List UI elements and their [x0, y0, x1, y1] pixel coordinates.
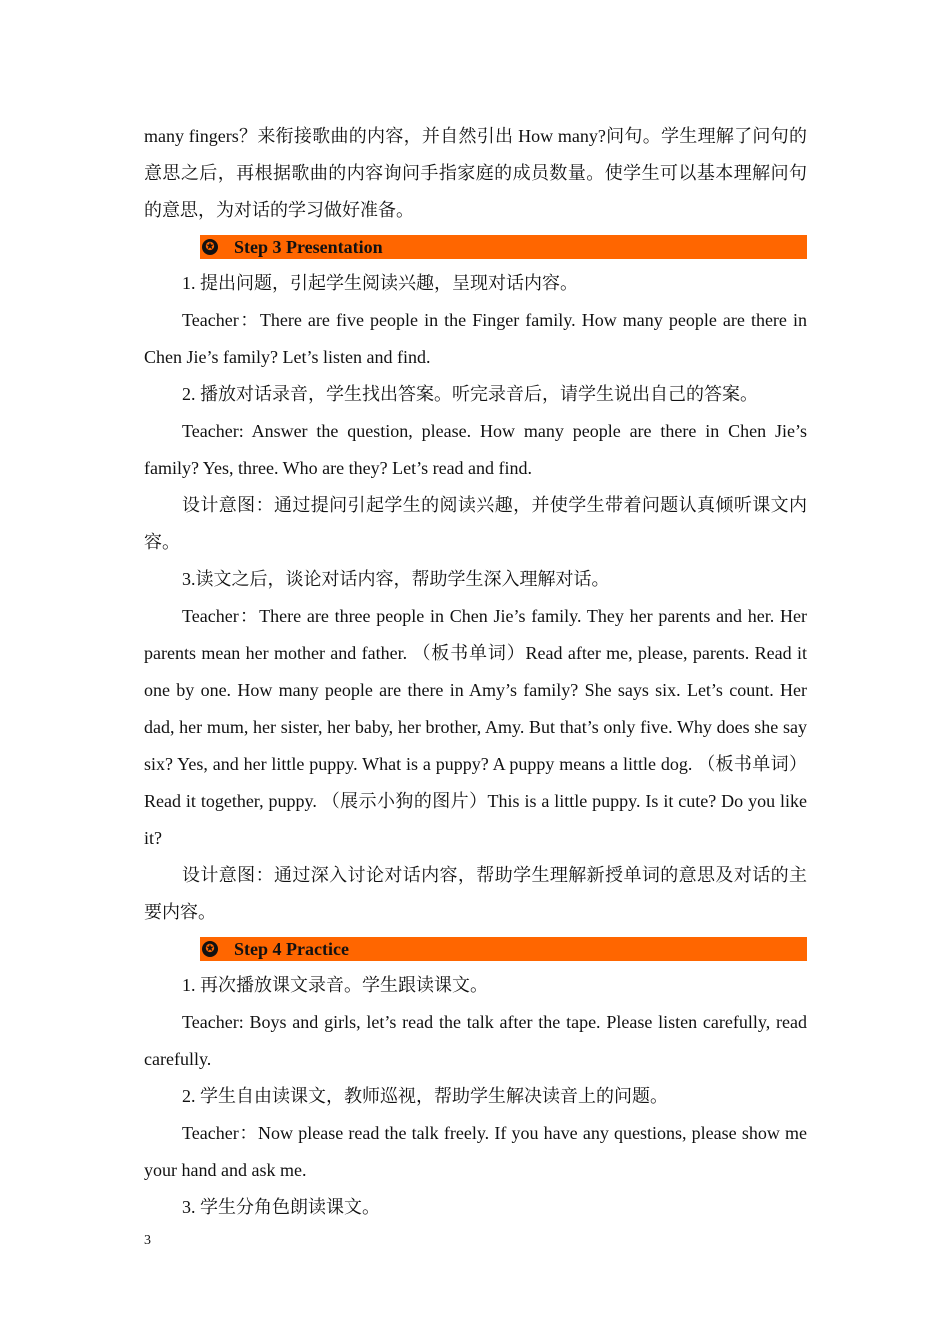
step3-teacher-1: Teacher：There are five people in the Finger family. How many people are there in Chen Jie’s family? Let’s listen and find.: [144, 310, 807, 367]
step4-teacher-2: Teacher：Now please read the talk freely. If you have any questions, please show me your hand and ask me.: [144, 1123, 807, 1180]
step4-item-2: 2. 学生自由读课文，教师巡视，帮助学生解决读音上的问题。: [182, 1086, 668, 1106]
page-number: 3: [144, 1233, 151, 1248]
step4-item-1: 1. 再次播放课文录音。学生跟读课文。: [182, 975, 488, 995]
intro-paragraph: many fingers？来衔接歌曲的内容，并自然引出 How many?问句。学生理解了问句的意思之后，再根据歌曲的内容询问手指家庭的成员数量。使学生可以基本理解问句的意思，为对话的学习做好准备。: [144, 126, 807, 220]
step3-item-2: 2. 播放对话录音，学生找出答案。听完录音后，请学生说出自己的答案。: [182, 384, 758, 404]
step3-heading-text: Step 3 Presentation: [234, 237, 383, 257]
step3-heading: [200, 229, 807, 265]
step3-teacher-3: Teacher：There are three people in Chen Jie’s family. They her parents and her. Her parents mean her mother and father. （板书单词）Read after me, please, parents. Read it one by one. How many people are there in Amy’s family? She says six. Let’s count. Her dad, her mum, her sister, her baby, her brother, Amy. But that’s only five. Why does she say six? Yes, and her little puppy. What is a puppy? A puppy means a little dog. （板书单词）Read it together, puppy. （展示小狗的图片）This is a little puppy. Is it cute? Do you like it?: [144, 606, 807, 848]
step3-item-1: 1. 提出问题，引起学生阅读兴趣，呈现对话内容。: [182, 273, 578, 293]
step3-heading-bar: [200, 235, 807, 259]
step3-design-intent-2: 设计意图：通过深入讨论对话内容，帮助学生理解新授单词的意思及对话的主要内容。: [144, 865, 807, 922]
star-circle-icon: ✪: [202, 941, 218, 957]
step3-teacher-2: Teacher: Answer the question, please. How many people are there in Chen Jie’s family? Yes, three. Who are they? Let’s read and find.: [144, 421, 807, 478]
step3-item-3: 3.读文之后，谈论对话内容，帮助学生深入理解对话。: [182, 569, 610, 589]
step3-design-intent-1: 设计意图：通过提问引起学生的阅读兴趣，并使学生带着问题认真倾听课文内容。: [144, 495, 807, 552]
step4-heading-text: Step 4 Practice: [234, 939, 349, 959]
step4-item-3: 3. 学生分角色朗读课文。: [182, 1197, 380, 1217]
step4-heading: [200, 931, 807, 967]
step4-teacher-1: Teacher: Boys and girls, let’s read the talk after the tape. Please listen carefully, read carefully.: [144, 1012, 807, 1069]
document-body: [144, 118, 807, 1226]
star-circle-icon: ✪: [202, 239, 218, 255]
step4-heading-bar: [200, 937, 807, 961]
